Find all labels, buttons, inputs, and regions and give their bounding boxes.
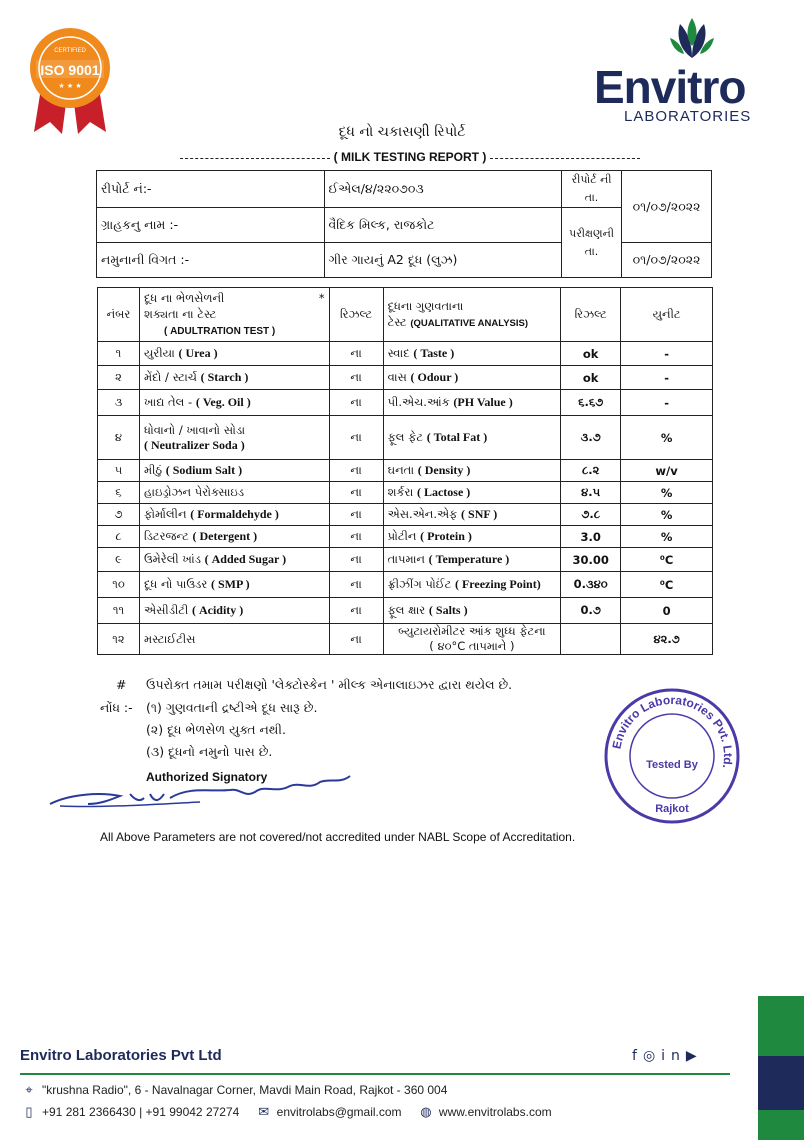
qual-test-english: ( Protein ) — [420, 529, 472, 543]
qual-unit: - — [664, 346, 669, 361]
row-number-cell — [98, 366, 140, 390]
iso-badge — [28, 26, 112, 138]
qual-test-english: ( Density ) — [417, 463, 471, 477]
row-number: ૩ — [114, 395, 123, 409]
footer-web[interactable]: www.envitrolabs.com — [438, 1105, 552, 1119]
table-row — [98, 366, 713, 390]
adult-test-cell — [139, 390, 329, 416]
adult-test-gujarati: એસીડીટી — [143, 603, 189, 617]
qual-unit: % — [660, 485, 673, 500]
adult-test-english: ( Veg. Oil ) — [195, 395, 251, 409]
qual-result: ૪.૫ — [581, 485, 601, 499]
adult-result: ના — [350, 577, 362, 591]
stamp-city: Rajkot — [655, 803, 689, 815]
adult-test-english: ( Sodium Salt ) — [165, 463, 243, 477]
col-result: રિઝલ્ટ — [329, 288, 383, 342]
row-number-cell — [98, 526, 140, 548]
youtube-icon[interactable]: ▶ — [685, 1048, 703, 1064]
adult-test-gujarati: મીઠું — [143, 463, 163, 477]
report-info-table — [96, 170, 712, 278]
footer-email[interactable]: envitrolabs@gmail.com — [276, 1105, 402, 1119]
qual-unit: - — [664, 370, 669, 385]
adult-result: ના — [350, 370, 362, 384]
company-logo — [594, 16, 784, 125]
col-adult-line3: ( ADULTRATION TEST ) — [163, 325, 276, 337]
title-english: ( MILK TESTING REPORT ) — [333, 150, 487, 164]
table-row — [98, 598, 713, 624]
qual-unit: % — [660, 529, 673, 544]
table-row — [98, 526, 713, 548]
row-number: ૧૦ — [112, 577, 125, 591]
location-icon: ⌖ — [25, 1082, 33, 1097]
adult-test-cell — [139, 460, 329, 482]
unit-cell — [621, 624, 713, 655]
qual-test-english: ( Temperature ) — [428, 552, 510, 566]
adult-result-cell — [329, 460, 383, 482]
table-row — [98, 548, 713, 572]
qual-unit: % — [660, 507, 673, 522]
adult-test-english: ( Formaldehyde ) — [190, 507, 279, 521]
row-number-cell — [98, 598, 140, 624]
note-1: (૧) ગુણવતાની દ્રષ્ટીએ દૂધ સારૂ છે. — [146, 700, 318, 715]
qual-result: ૩.૭ — [580, 430, 601, 444]
table-row — [98, 572, 713, 598]
footer-contact-line — [22, 1104, 552, 1120]
adult-test-english: ( Urea ) — [178, 346, 218, 360]
col-qual-line2: ટેસ્ટ — [387, 314, 407, 329]
corner-decoration-navy — [758, 1056, 804, 1110]
test-date-label — [562, 208, 622, 278]
table-row — [98, 482, 713, 504]
report-date-label-1: રીપોર્ટ ની — [571, 173, 612, 186]
qual-result-cell — [561, 624, 621, 655]
footer-divider — [20, 1073, 730, 1075]
qual-result-cell — [561, 526, 621, 548]
unit-cell — [621, 366, 713, 390]
adult-test-gujarati: ધોવાનો / ખાવાનો સોડા — [143, 422, 246, 437]
row-number: ૪ — [114, 430, 123, 444]
unit-cell — [621, 572, 713, 598]
instagram-icon[interactable]: ◎ — [642, 1048, 662, 1064]
qual-test-cell — [383, 342, 561, 366]
table-row — [98, 504, 713, 526]
qual-result: ok — [582, 346, 599, 361]
qual-result: ૭.૮ — [581, 507, 601, 521]
test-results-table — [97, 287, 713, 655]
qual-test-gujarati: તાપમાન — [387, 552, 425, 566]
qual-test-gujarati: ફૂલ ફેટ — [387, 430, 424, 444]
iso-certified-text: CERTIFIED — [54, 48, 86, 54]
row-number: ૭ — [114, 507, 123, 521]
unit-cell — [621, 482, 713, 504]
qual-test-english: ( Lactose ) — [416, 485, 471, 499]
qual-unit: ૪૨.૭ — [653, 631, 680, 646]
qual-result: 0.૩૪૦ — [573, 577, 608, 591]
row-number: ૯ — [115, 552, 122, 566]
note-line1: ઉપરોક્ત તમામ પરીક્ષણો 'લેક્ટોસ્કેન ' મીલ્ક એનાલાઇઝર દ્વારા થયેલ છે. — [146, 677, 513, 692]
qual-result-cell — [561, 482, 621, 504]
adult-test-gujarati: મસ્ટાઈટીસ — [143, 631, 196, 646]
adult-test-cell — [139, 482, 329, 504]
col-adult-line2: શક્યતા ના ટેસ્ટ — [143, 306, 217, 321]
title-gujarati: દૂધ નો ચકાસણી રિપોર્ટ — [338, 124, 466, 140]
signature — [40, 764, 370, 814]
row-number-cell — [98, 460, 140, 482]
table-row — [98, 460, 713, 482]
footer-phone: +91 281 2366430 | +91 99042 27274 — [42, 1105, 240, 1119]
qual-test-english: ( Total Fat ) — [426, 430, 488, 444]
title-english-line — [170, 150, 650, 164]
nabl-disclaimer: All Above Parameters are not covered/not accredited under NABL Scope of Accreditation. — [100, 830, 576, 844]
corner-decoration-green-2 — [758, 1110, 804, 1140]
test-date-label-2: તા. — [584, 244, 599, 258]
leaf-logo-icon — [666, 16, 718, 60]
qual-test-gujarati: ઘનતા — [387, 463, 415, 477]
unit-cell — [621, 598, 713, 624]
note-3: (૩) દૂધનો નમુનો પાસ છે. — [146, 744, 273, 759]
adult-test-gujarati: યુરીયા — [143, 346, 175, 360]
note-2: (૨) દૂધ ભેળસેળ યુક્ત નથી. — [146, 722, 286, 737]
qual-test-gujarati: ફ્રીઝીંગ પોઈંટ — [387, 577, 452, 591]
qual-test-gujarati: બ્યુટાયરોમીટર આંક શુધ્ધ ફેટના — [398, 624, 546, 638]
adult-test-gujarati: ખાદ્ય તેલ - — [143, 395, 193, 409]
adult-result-cell — [329, 482, 383, 504]
adult-test-cell — [139, 504, 329, 526]
row-number-cell — [98, 572, 140, 598]
adult-test-cell — [139, 366, 329, 390]
adult-result: ના — [350, 430, 362, 444]
qual-test-cell — [383, 460, 561, 482]
row-number-cell — [98, 342, 140, 366]
qual-unit: % — [660, 430, 673, 445]
unit-cell — [621, 526, 713, 548]
sample-detail: ગીર ગાયનું A2 દૂધ (લુઝ) — [324, 243, 562, 278]
test-rows — [98, 342, 713, 655]
qual-test-english: ( Taste ) — [413, 346, 455, 360]
report-no-label: રીપોર્ટ નં:- — [97, 171, 325, 208]
col-qualitative — [383, 288, 561, 342]
qual-test-gujarati: પ્રોટીન — [387, 529, 417, 543]
adult-test-gujarati: ફોર્માલીન — [143, 507, 187, 521]
unit-cell — [621, 460, 713, 482]
customer-label: ગ્રાહકનુ નામ :- — [97, 208, 325, 243]
svg-text:★ ★ ★: ★ ★ ★ — [58, 82, 82, 90]
unit-cell — [621, 342, 713, 366]
row-number: ૫ — [114, 463, 123, 477]
adult-test-cell — [139, 548, 329, 572]
qual-result: 30.00 — [572, 552, 609, 567]
qual-test-gujarati: ફૂલ ક્ષાર — [387, 603, 426, 617]
table-row — [98, 416, 713, 460]
qual-result-cell — [561, 548, 621, 572]
qual-result-cell — [561, 416, 621, 460]
adult-test-english: ( Added Sugar ) — [204, 552, 287, 566]
qual-test-cell — [383, 390, 561, 416]
globe-icon: ◍ — [420, 1104, 432, 1119]
unit-cell — [621, 416, 713, 460]
note-label: નોંધ :- — [100, 700, 133, 715]
report-date-label — [562, 171, 622, 208]
corner-decoration-green — [758, 996, 804, 1056]
qual-test-gujarati: વાસ — [387, 370, 407, 384]
adult-test-gujarati: ડિટરજન્ટ — [143, 529, 189, 543]
qual-result-cell — [561, 366, 621, 390]
adult-test-cell — [139, 572, 329, 598]
unit-cell — [621, 390, 713, 416]
col-adult-line1: દૂધ ના ભેળસેળની — [143, 290, 225, 305]
table-row — [98, 342, 713, 366]
col-qual-line1: દૂધના ગુણવતાના — [387, 298, 464, 313]
adult-test-english: ( SMP ) — [210, 577, 250, 591]
qual-test-gujarati: સ્વાદ — [387, 346, 410, 360]
col-unit: યુનીટ — [621, 288, 713, 342]
adult-result: ના — [350, 463, 362, 477]
row-number-cell — [98, 416, 140, 460]
report-date-label-2: તા. — [584, 191, 599, 204]
adult-test-english: ( Detergent ) — [192, 529, 258, 543]
adult-result-cell — [329, 504, 383, 526]
adult-test-cell — [139, 526, 329, 548]
report-date: ૦૧/૦૭/૨૦૨૨ — [622, 171, 712, 243]
adult-result-cell — [329, 342, 383, 366]
row-number-cell — [98, 482, 140, 504]
qual-result-cell — [561, 504, 621, 526]
qual-test-english: ( Odour ) — [410, 370, 459, 384]
qual-test-english: ( Freezing Point) — [454, 577, 541, 591]
row-number-cell — [98, 624, 140, 655]
footer-address: "krushna Radio", 6 - Navalnagar Corner, Mavdi Main Road, Rajkot - 360 004 — [42, 1083, 448, 1097]
qual-test-cell — [383, 572, 561, 598]
qual-result-cell — [561, 390, 621, 416]
qual-result-cell — [561, 342, 621, 366]
adult-test-cell — [139, 416, 329, 460]
test-date-label-1: પરીક્ષણની — [569, 226, 614, 240]
logo-subtitle: LABORATORIES — [624, 108, 752, 125]
qual-test-cell — [383, 598, 561, 624]
qual-result: ૬.૬૭ — [578, 395, 604, 409]
unit-cell — [621, 504, 713, 526]
qual-test-cell — [383, 526, 561, 548]
authorized-signatory: Authorized Signatory — [146, 770, 268, 784]
row-number-cell — [98, 548, 140, 572]
phone-icon: ▯ — [25, 1104, 33, 1119]
row-number: ૧૨ — [112, 631, 125, 646]
adult-test-cell — [139, 624, 329, 655]
qual-test-english: ( Salts ) — [428, 603, 468, 617]
row-number: ૨ — [115, 370, 122, 384]
adult-test-gujarati: ઉમેરેલી ખાંડ — [143, 552, 201, 566]
adult-test-gujarati: મેંદો / સ્ટાર્ચ — [143, 370, 197, 384]
adult-result-cell — [329, 416, 383, 460]
report-no: ઈએલ/૪/૨૨૦૭૦૩ — [324, 171, 562, 208]
qual-result: ok — [582, 370, 599, 385]
test-date: ૦૧/૦૭/૨૦૨૨ — [622, 243, 712, 278]
qual-unit: - — [664, 395, 669, 410]
col-adult-star: * — [318, 290, 325, 305]
adult-result: ના — [350, 552, 362, 566]
customer-name: વૈદિક મિલ્ક, રાજકોટ — [324, 208, 562, 243]
adult-result-cell — [329, 390, 383, 416]
row-number: ૧૧ — [112, 603, 125, 617]
row-number: ૬ — [115, 485, 122, 499]
linkedin-icon[interactable]: in — [661, 1048, 686, 1064]
qual-result: ૮.૨ — [581, 463, 600, 477]
adult-test-cell — [139, 342, 329, 366]
social-icons — [632, 1048, 703, 1064]
qual-test-cell — [383, 366, 561, 390]
table-row — [98, 624, 713, 655]
mail-icon: ✉ — [258, 1104, 270, 1119]
unit-cell — [621, 548, 713, 572]
qual-unit: w/v — [655, 463, 678, 478]
qual-test-gujarati: પી.એચ.આંક — [387, 395, 450, 409]
qual-test-gujarati: એસ.એન.એફ — [387, 507, 458, 521]
qual-result-cell — [561, 572, 621, 598]
qual-test-cell — [383, 624, 561, 655]
adult-result: ના — [350, 346, 362, 360]
qual-test-english: (PH Value ) — [453, 395, 513, 409]
adult-result: ના — [350, 603, 362, 617]
adult-result-cell — [329, 366, 383, 390]
qual-test-cell — [383, 482, 561, 504]
qual-result-cell — [561, 460, 621, 482]
adult-test-cell — [139, 598, 329, 624]
qual-test-cell — [383, 416, 561, 460]
adult-test-gujarati: હાઇડ્રોઝન પેરોક્સાઇડ — [143, 485, 245, 499]
adult-result-cell — [329, 598, 383, 624]
sample-label: નમુનાની વિગત :- — [97, 243, 325, 278]
qual-test-cell — [383, 504, 561, 526]
adult-test-english: ( Acidity ) — [191, 603, 244, 617]
qual-test-cell — [383, 548, 561, 572]
col-qual-line3: (QUALITATIVE ANALYSIS) — [410, 317, 529, 329]
row-number: ૧ — [115, 346, 122, 360]
adult-result-cell — [329, 572, 383, 598]
adult-result-cell — [329, 526, 383, 548]
note-hash: # — [116, 677, 127, 692]
qual-unit: ⁰C — [659, 577, 674, 592]
adult-result-cell — [329, 624, 383, 655]
adult-result: ના — [350, 507, 362, 521]
qual-result-cell — [561, 598, 621, 624]
adult-result: ના — [350, 395, 362, 409]
adult-test-english: ( Starch ) — [200, 370, 249, 384]
qual-test-gujarati: શર્કરા — [387, 485, 414, 499]
col-result-2: રિઝલ્ટ — [561, 288, 621, 342]
table-row — [98, 390, 713, 416]
row-number-cell — [98, 504, 140, 526]
qual-result: 0.૭ — [580, 603, 601, 617]
logo-word: Envitro — [594, 61, 746, 113]
qual-result: 3.0 — [580, 529, 601, 544]
row-number: ૮ — [115, 529, 122, 543]
qual-unit: 0 — [662, 603, 671, 618]
laboratory-stamp — [602, 686, 742, 826]
qual-test-english: ( ૪૦°C તાપમાને ) — [429, 639, 515, 653]
stamp-ring-text: Envitro Laboratories Pvt. Ltd. — [609, 692, 736, 770]
adult-result: ના — [350, 631, 362, 646]
facebook-icon[interactable]: f — [632, 1048, 643, 1064]
col-number: નંબર — [98, 288, 140, 342]
row-number-cell — [98, 390, 140, 416]
col-adulteration — [139, 288, 329, 342]
adult-test-english: ( Neutralizer Soda ) — [143, 437, 245, 452]
footer-company: Envitro Laboratories Pvt Ltd — [20, 1047, 222, 1064]
adult-test-gujarati: દૂધ નો પાઉડર — [143, 577, 208, 591]
qual-unit: ⁰C — [659, 552, 674, 567]
adult-result-cell — [329, 548, 383, 572]
iso-main-text: ISO 9001 — [40, 62, 100, 78]
qual-test-english: ( SNF ) — [461, 507, 498, 521]
adult-result: ના — [350, 485, 362, 499]
adult-result: ના — [350, 529, 362, 543]
footer-address-line — [22, 1082, 447, 1098]
stamp-tested-by: Tested By — [646, 759, 698, 771]
